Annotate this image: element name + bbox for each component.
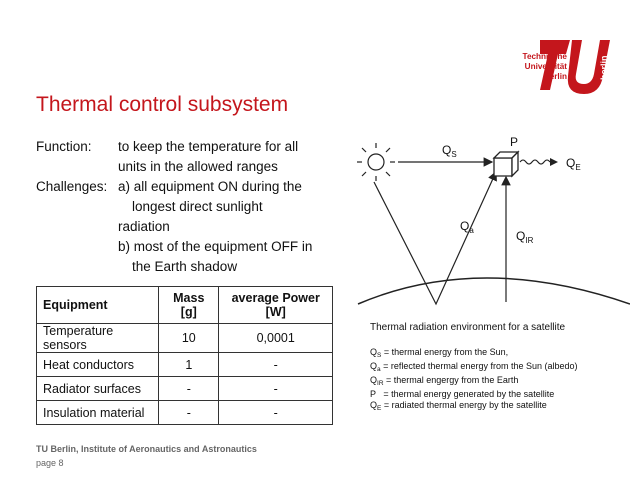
logo-text (497, 52, 567, 82)
challenges-line-5: the Earth shadow (132, 259, 238, 274)
cell-equipment: Insulation material (37, 401, 159, 425)
earth-surface (358, 278, 630, 304)
footer-institute: TU Berlin, Institute of Aeronautics and Astronautics (36, 444, 257, 454)
cell-power: - (219, 353, 333, 377)
diagram-caption: Thermal radiation environment for a satellite (370, 322, 566, 333)
slide-title: Thermal control subsystem (36, 93, 289, 116)
page-number: page 8 (36, 458, 64, 468)
table-row (37, 353, 333, 377)
sun-icon (357, 143, 395, 181)
challenges-line-2: longest direct sunlight (132, 199, 263, 214)
challenges-line-3: radiation (118, 219, 170, 234)
legend-qe: $Q_E$ = radiated thermal energy by the satellite (370, 400, 547, 412)
label-qir: $Q_{IR}$ (516, 229, 534, 245)
header-power: average Power [W] (219, 287, 333, 324)
cell-mass: 1 (159, 353, 219, 377)
cell-equipment: Radiator surfaces (37, 377, 159, 401)
challenges-label: Challenges: (36, 179, 108, 194)
logo-line-2: Universität (524, 62, 567, 71)
satellite-icon (494, 152, 518, 176)
logo-line-3: Berlin (543, 72, 567, 81)
arrow-qa (374, 172, 496, 304)
cell-power: - (219, 377, 333, 401)
function-line-2: units in the allowed ranges (118, 159, 278, 174)
cell-mass: 10 (159, 324, 219, 353)
legend-qir: $Q_{IR}$ = thermal engergy from the Earth (370, 375, 519, 387)
cell-power: 0,0001 (219, 324, 333, 353)
equipment-table (36, 286, 333, 425)
challenges-line-4: b) most of the equipment OFF in (118, 239, 313, 254)
legend (370, 347, 578, 414)
function-line-1: to keep the temperature for all (118, 139, 299, 154)
challenges-line-1: a) all equipment ON during the (118, 179, 302, 194)
cell-equipment: Temperature sensors (37, 324, 159, 353)
arrow-qe (520, 160, 550, 164)
table-row (37, 324, 333, 353)
label-qs: $Q_S$ (442, 143, 457, 159)
logo-line-1: Technische (522, 52, 567, 61)
label-qe: $Q_E$ (566, 156, 581, 172)
table-row (37, 401, 333, 425)
cell-mass: - (159, 401, 219, 425)
function-label: Function: (36, 139, 92, 154)
legend-qa: $Q_a$ = reflected thermal energy from the Sun (albedo) (370, 361, 578, 373)
header-mass: Mass [g] (159, 287, 219, 324)
logo-mark-text: berlin (599, 55, 609, 80)
cell-equipment: Heat conductors (37, 353, 159, 377)
label-qa: $Q_a$ (460, 219, 474, 235)
table-row (37, 377, 333, 401)
table-header-row (37, 287, 333, 324)
header-equipment: Equipment (37, 287, 159, 324)
legend-qs: $Q_S$ = thermal energy from the Sun, (370, 347, 509, 359)
label-p: P (510, 135, 519, 149)
cell-mass: - (159, 377, 219, 401)
cell-power: - (219, 401, 333, 425)
legend-p: P = thermal energy generated by the satellite (370, 389, 555, 399)
thermal-radiation-diagram (340, 132, 630, 307)
